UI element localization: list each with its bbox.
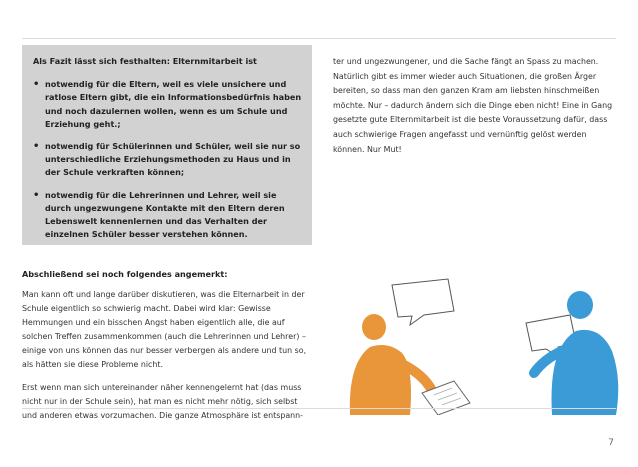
page-number: 7 [608, 438, 614, 448]
bottom-divider [22, 408, 616, 409]
fazit-title: Als Fazit lässt sich festhalten: Elternmitarbeit ist [33, 56, 257, 66]
left-column [22, 45, 312, 423]
fazit-item-eltern: • notwendig für die Eltern, weil es viele unsichere und ratlose Eltern gibt, die ein Informationsbedürfnis haben und noch dazulernen wollen, wenn es um Schule und Erziehung geht.; [33, 78, 302, 131]
top-divider [22, 38, 616, 39]
fazit-list [33, 78, 302, 241]
fazit-box [22, 45, 312, 245]
closing-heading: Abschließend sei noch folgendes angemerkt: [22, 269, 228, 279]
right-column [333, 55, 618, 157]
person-orange-icon [350, 314, 434, 415]
closing-paragraph-1: Man kann oft und lange darüber diskutieren, was die Elternarbeit in der Schule eigentlich so schwierig macht. Dabei wird klar: Gewisse Hemmungen und ein bisschen Angst haben eigentlich alle, die auf solchen Treffen zusammenkommen (auch die Lehrerinnen und Lehrer) – einige von uns können das nur besser verbergen als andere und tun so, als hätten sie diese Probleme nicht. [22, 290, 307, 369]
speech-bubble-left-icon [392, 279, 454, 325]
right-paragraph: ter und ungezwungener, und die Sache fängt an Spass zu machen. Natürlich gibt es immer wieder auch Situationen, die großen Ärger bereiten, so dass man den ganzen Kram am liebsten hinschmeißen möchte. Nur – dadurch ändern sich die Dinge eben nicht! Eine in Gang gesetzte gute Elternmitarbeit ist die beste Voraussetzung dafür, dass auch schwierige Fragen angefasst und vernünftig gelöst werden können. Nur Mut! [333, 57, 613, 154]
closing-paragraph-2: Erst wenn man sich untereinander näher kennengelernt hat (das muss nicht nur in der Schule sein), hat man es nicht mehr nötig, sich selbst und anderen etwas vorzumachen. Die ganze Atmosphäre ist entspann- [22, 383, 304, 420]
fazit-item-lehrer: • notwendig für die Lehrerinnen und Lehrer, weil sie durch ungezwungene Kontakte mit den Eltern deren Lebenswelt kennenlernen und das Verhalten der einzelnen Schüler besser verstehen können. [33, 189, 302, 242]
conversation-illustration [330, 255, 630, 415]
fazit-item-schueler: • notwendig für Schülerinnen und Schüler, weil sie nur so unterschiedliche Erziehungsmethoden zu Haus und in der Schule verkraften können; [33, 140, 302, 180]
person-blue-icon [534, 291, 618, 415]
